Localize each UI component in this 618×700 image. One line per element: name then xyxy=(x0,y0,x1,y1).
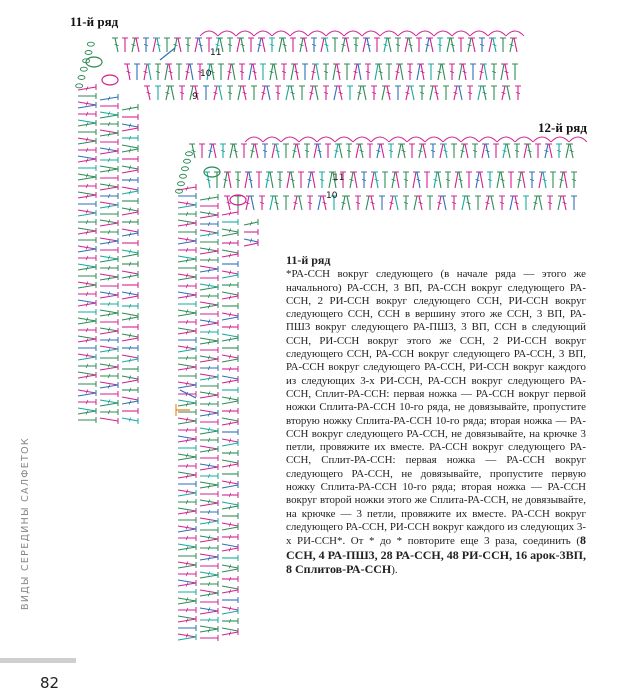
row-marker-10-lower: 10 xyxy=(326,191,338,201)
row-marker-11-lower: 11 xyxy=(333,173,345,183)
page-number: 82 xyxy=(40,674,60,692)
instructions-title: 11-й ряд xyxy=(286,253,331,267)
instructions-summary: 8 ССН, 4 РА-ПШ3, 28 РА-ССН, 48 РИ-ССН, 16 арок-3ВП, 8 Сплитов-РА-ССН xyxy=(286,533,587,576)
footer-bar xyxy=(0,658,76,663)
row-marker-9-top: 9 xyxy=(192,92,198,102)
instructions-body: *РА-ССН вокруг следующего (в начале ряда — этого же начального) РА-ССН, 3 ВП, РА-ССН вокруг следующего РА-ССН, 2 РИ-ССН вокруг следующего ССН, РИ-ССН вокруг следующего ССН, ССН в вершину этого же ССН, 3 ВП, РА-ПШ3 вокруг следующего РА-ПШ3, 3 ВП, ССН в следующий ССН, РИ-ССН вокруг этого же ССН, 2 РИ-ССН вокруг следующего ССН, РА-ССН вокруг следующего РА-ССН, 3 ВП, РА-ССН вокруг следующего РА-ССН, РИ-ССН вокруг каждого из следующих 3-х РИ-ССН, РА-ССН вокруг следующего РА-ССН, Сплит-РА-ССН: первая ножка — РА-ССН вокруг первой ножки Сплита-РА-ССН 10-го ряда, не довязывайте, пропустите вторую ножку Сплита-РА-ССН 10-го ряда; вторая ножка — РА-ССН вокруг следующего РА-ССН, не довязывайте, на крючке 3 петли, провяжите их вместе. РА-ССН вокруг следующего РА-ССН, Сплит-РА-ССН: первая ножка — РА-ССН вокруг следующего РА-ССН, не довязывайте, пропустите первую ножку Сплита-РА-ССН 10-го ряда; вторая ножка — РА-ССН вокруг второй ножки этого же Сплита-РА-ССН, не довязывайте, на крючке — 3 петли, провяжите их вместе. РА-ССН вокруг следующего РА-ССН, РИ-ССН вокруг каждого из следующих 3-х РИ-ССН*. От * до * повторите еще 3 раза, соединить ( xyxy=(286,268,586,548)
row12-heading: 12-й ряд xyxy=(538,120,587,135)
chapter-side-title: ВИДЫ СЕРЕДИНЫ САЛФЕТОК xyxy=(20,437,31,610)
instructions-summary-end: ). xyxy=(391,563,398,576)
row11-instructions xyxy=(286,254,586,577)
row11-heading: 11-й ряд xyxy=(70,14,119,29)
row-marker-10-top: 10 xyxy=(200,69,212,79)
row-marker-11-top: 11 xyxy=(210,48,222,58)
